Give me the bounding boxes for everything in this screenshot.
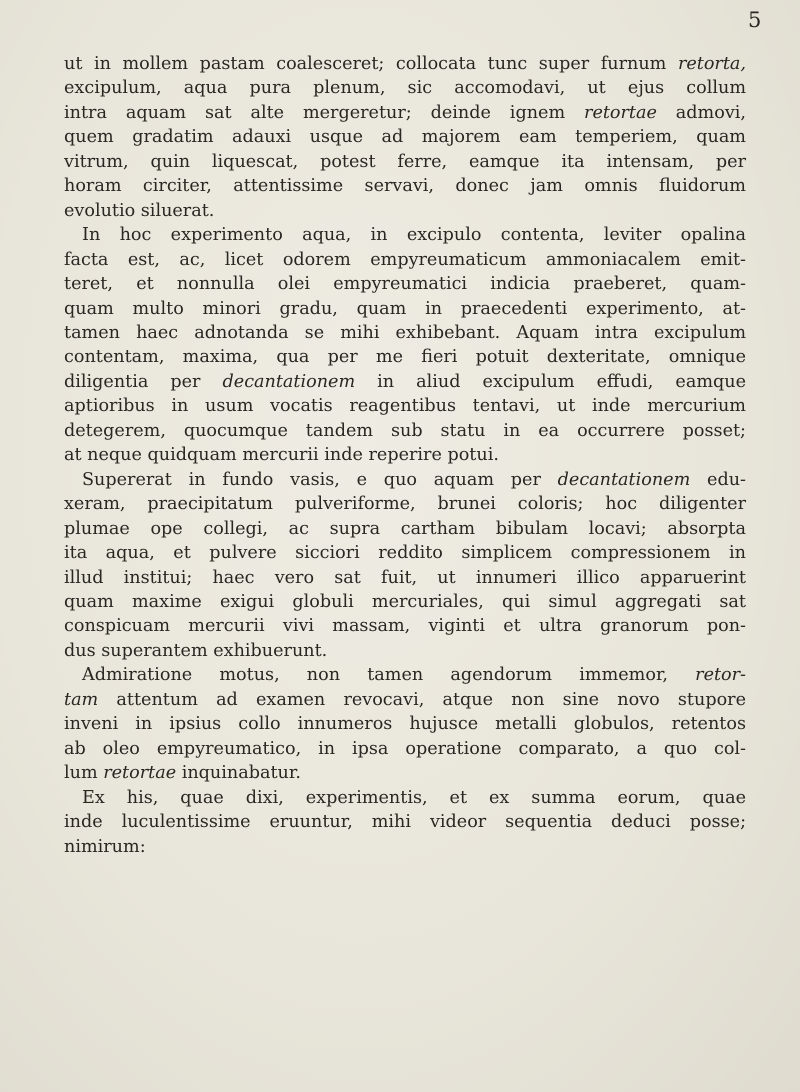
text-segment: detegerem, quocumque tandem sub statu in ea occurrere posset;: [64, 420, 746, 441]
text-line: [64, 174, 746, 198]
text-line: [64, 150, 746, 174]
text-segment: Supererat in fundo vasis, e quo aquam per: [82, 469, 558, 490]
text-segment: xeram, praecipitatum pulveriforme, brunei coloris; hoc diligenter: [64, 494, 746, 515]
text-line: [64, 223, 746, 247]
text-segment: illud institui; haec vero sat fuit, ut innumeri illico apparuerint: [64, 567, 746, 588]
text-line: [64, 517, 746, 541]
text-line: [64, 639, 746, 663]
text-segment: at neque quidquam mercurii inde reperire potui.: [64, 445, 499, 466]
italic-term: decantationem: [222, 371, 356, 392]
main-text: [64, 52, 746, 859]
italic-term: decantationem: [557, 469, 691, 490]
text-segment: inveni in ipsius collo innumeros hujusce metalli globulos, retentos: [64, 714, 746, 735]
text-segment: Admiratione motus, non tamen agendorum immemor,: [82, 665, 696, 686]
text-segment: quem gradatim adauxi usque ad majorem eam temperiem, quam: [64, 127, 746, 148]
text-line: [64, 590, 746, 614]
text-line: [64, 248, 746, 272]
text-segment: teret, et nonnulla olei empyreumatici indicia praeberet, quam-: [64, 274, 746, 295]
text-segment: Ex his, quae dixi, experimentis, et ex summa eorum, quae: [82, 787, 746, 808]
text-segment: attentum ad examen revocavi, atque non sine novo stupore: [98, 689, 746, 710]
text-line: [64, 345, 746, 369]
italic-term: retortae: [103, 763, 177, 784]
text-line: [64, 566, 746, 590]
text-line: [64, 101, 746, 125]
text-line: [64, 52, 746, 76]
text-segment: inde luculentissime eruuntur, mihi videor sequentia deduci posse;: [64, 812, 746, 833]
text-segment: excipulum, aqua pura plenum, sic accomodavi, ut ejus collum: [64, 78, 746, 99]
paragraph: [64, 663, 746, 785]
text-segment: ab oleo empyreumatico, in ipsa operatione comparato, a quo col-: [64, 738, 746, 759]
text-line: [64, 297, 746, 321]
italic-term: retorta,: [677, 54, 746, 74]
text-segment: ita aqua, et pulvere sicciori reddito simplicem compressionem in: [64, 543, 746, 564]
text-line: [64, 125, 746, 149]
text-line: [64, 688, 746, 712]
text-segment: edu-: [690, 469, 746, 490]
text-segment: admovi,: [656, 102, 746, 123]
text-segment: quam maxime exigui globuli mercuriales, qui simul aggregati sat: [64, 591, 746, 612]
text-line: [64, 761, 746, 785]
text-line: [64, 321, 746, 345]
text-line: [64, 492, 746, 516]
text-line: [64, 712, 746, 736]
text-segment: in aliud excipulum effudi, eamque: [355, 371, 747, 392]
text-segment: tamen haec adnotanda se mihi exhibebant. Aquam intra excipulum: [64, 322, 746, 343]
paragraph: [64, 468, 746, 664]
text-segment: conspicuam mercurii vivi massam, viginti et ultra granorum pon-: [64, 616, 746, 637]
text-line: [64, 663, 746, 687]
text-line: [64, 810, 746, 834]
text-segment: horam circiter, attentissime servavi, donec jam omnis fluidorum: [64, 176, 746, 197]
paragraph: [64, 786, 746, 859]
text-line: [64, 272, 746, 296]
text-line: [64, 199, 746, 223]
text-line: [64, 614, 746, 638]
text-line: [64, 541, 746, 565]
text-line: [64, 370, 746, 394]
paragraph: [64, 223, 746, 468]
paragraph: [64, 52, 746, 223]
text-segment: evolutio siluerat.: [64, 200, 215, 221]
italic-term: tam: [64, 689, 99, 710]
text-segment: In hoc experimento aqua, in excipulo contenta, leviter opalina: [82, 225, 746, 246]
text-segment: plumae ope collegi, ac supra cartham bibulam locavi; absorpta: [64, 518, 746, 539]
text-segment: vitrum, quin liquescat, potest ferre, eamque ita intensam, per: [64, 151, 746, 172]
text-line: [64, 835, 746, 859]
text-line: [64, 737, 746, 761]
page-number: 5: [748, 8, 762, 32]
text-segment: facta est, ac, licet odorem empyreumaticum ammoniacalem emit-: [64, 249, 746, 270]
text-segment: ut in mollem pastam coalesceret; collocata tunc super furnum: [64, 54, 678, 74]
italic-term: retortae: [584, 102, 657, 123]
text-segment: inquinabatur.: [176, 763, 301, 784]
italic-term: retor-: [695, 665, 746, 686]
text-segment: aptioribus in usum vocatis reagentibus tentavi, ut inde mercurium: [64, 396, 746, 417]
text-line: [64, 419, 746, 443]
text-segment: dus superantem exhibuerunt.: [64, 640, 328, 661]
text-line: [64, 443, 746, 467]
text-segment: contentam, maxima, qua per me fieri potuit dexteritate, omnique: [64, 347, 746, 368]
text-segment: quam multo minori gradu, quam in praecedenti experimento, at-: [64, 298, 746, 319]
text-segment: nimirum:: [64, 836, 146, 857]
text-line: [64, 394, 746, 418]
text-segment: lum: [64, 763, 104, 784]
text-line: [64, 76, 746, 100]
text-line: [64, 468, 746, 492]
text-segment: diligentia per: [64, 371, 223, 392]
text-segment: intra aquam sat alte mergeretur; deinde ignem: [64, 102, 585, 123]
text-line: [64, 786, 746, 810]
